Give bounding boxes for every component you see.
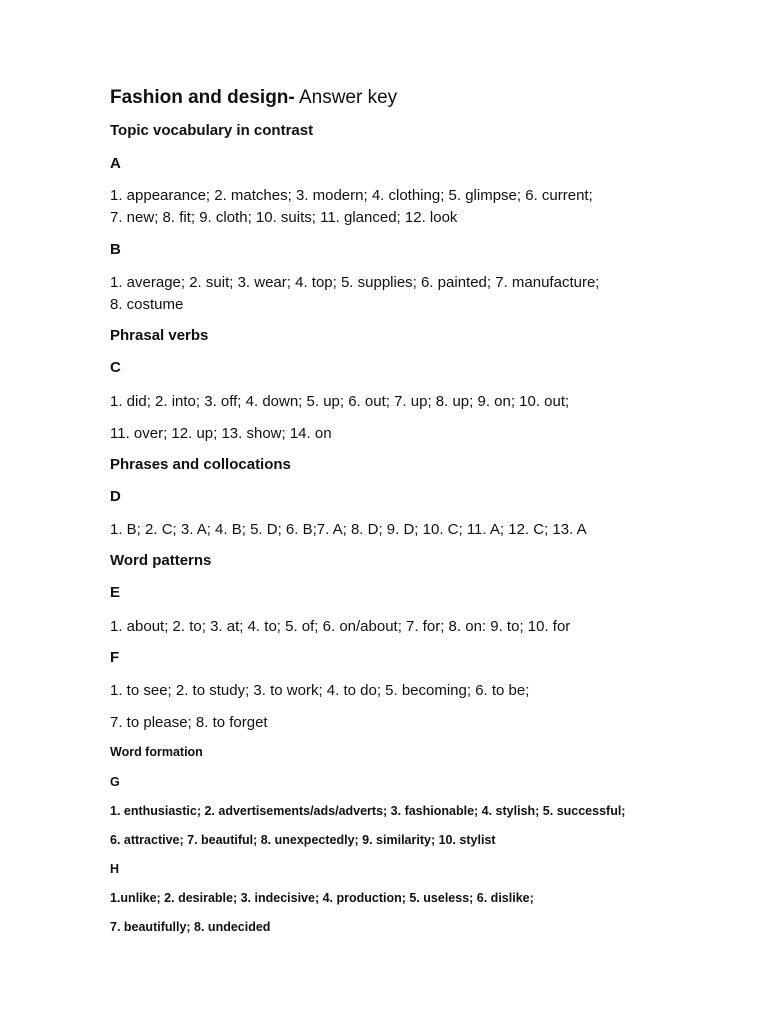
- section-letter-b: B: [110, 241, 121, 258]
- answers-g-line-2: 6. attractive; 7. beautiful; 8. unexpectedly; 9. similarity; 10. stylist: [110, 833, 496, 847]
- heading-phrases-collocations: Phrases and collocations: [110, 456, 291, 473]
- section-letter-a: A: [110, 155, 121, 172]
- section-letter-d: D: [110, 488, 121, 505]
- answers-e-line-1: 1. about; 2. to; 3. at; 4. to; 5. of; 6. on/about; 7. for; 8. on: 9. to; 10. for: [110, 618, 571, 635]
- title-normal: Answer key: [294, 87, 398, 108]
- answers-a-line-1: 1. appearance; 2. matches; 3. modern; 4. clothing; 5. glimpse; 6. current;: [110, 187, 593, 204]
- answers-f-line-1: 1. to see; 2. to study; 3. to work; 4. to do; 5. becoming; 6. to be;: [110, 682, 530, 699]
- section-letter-e: E: [110, 584, 121, 601]
- answers-a-line-2: 7. new; 8. fit; 9. cloth; 10. suits; 11. glanced; 12. look: [110, 209, 458, 226]
- answers-c-line-2: 11. over; 12. up; 13. show; 14. on: [110, 425, 332, 442]
- section-letter-f: F: [110, 649, 120, 666]
- section-letter-c: C: [110, 359, 121, 376]
- section-letter-g: G: [110, 775, 120, 789]
- answers-c-line-1: 1. did; 2. into; 3. off; 4. down; 5. up; 6. out; 7. up; 8. up; 9. on; 10. out;: [110, 393, 570, 410]
- answers-h-line-1: 1.unlike; 2. desirable; 3. indecisive; 4. production; 5. useless; 6. dislike;: [110, 891, 534, 905]
- answers-b-line-2: 8. costume: [110, 296, 184, 313]
- heading-topic-vocabulary: Topic vocabulary in contrast: [110, 122, 314, 139]
- answers-h-line-2: 7. beautifully; 8. undecided: [110, 920, 271, 934]
- answers-f-line-2: 7. to please; 8. to forget: [110, 714, 268, 731]
- heading-word-patterns: Word patterns: [110, 552, 212, 569]
- heading-word-formation: Word formation: [110, 745, 203, 759]
- answers-d-line-1: 1. B; 2. C; 3. A; 4. B; 5. D; 6. B;7. A; 8. D; 9. D; 10. C; 11. A; 12. C; 13. A: [110, 521, 587, 538]
- answers-b-line-1: 1. average; 2. suit; 3. wear; 4. top; 5. supplies; 6. painted; 7. manufacture;: [110, 274, 600, 291]
- title-bold: Fashion and design-: [110, 87, 295, 108]
- section-letter-h: H: [110, 862, 120, 876]
- page-title: [110, 87, 397, 109]
- answers-g-line-1: 1. enthusiastic; 2. advertisements/ads/adverts; 3. fashionable; 4. stylish; 5. successful;: [110, 804, 626, 818]
- heading-phrasal-verbs: Phrasal verbs: [110, 327, 209, 344]
